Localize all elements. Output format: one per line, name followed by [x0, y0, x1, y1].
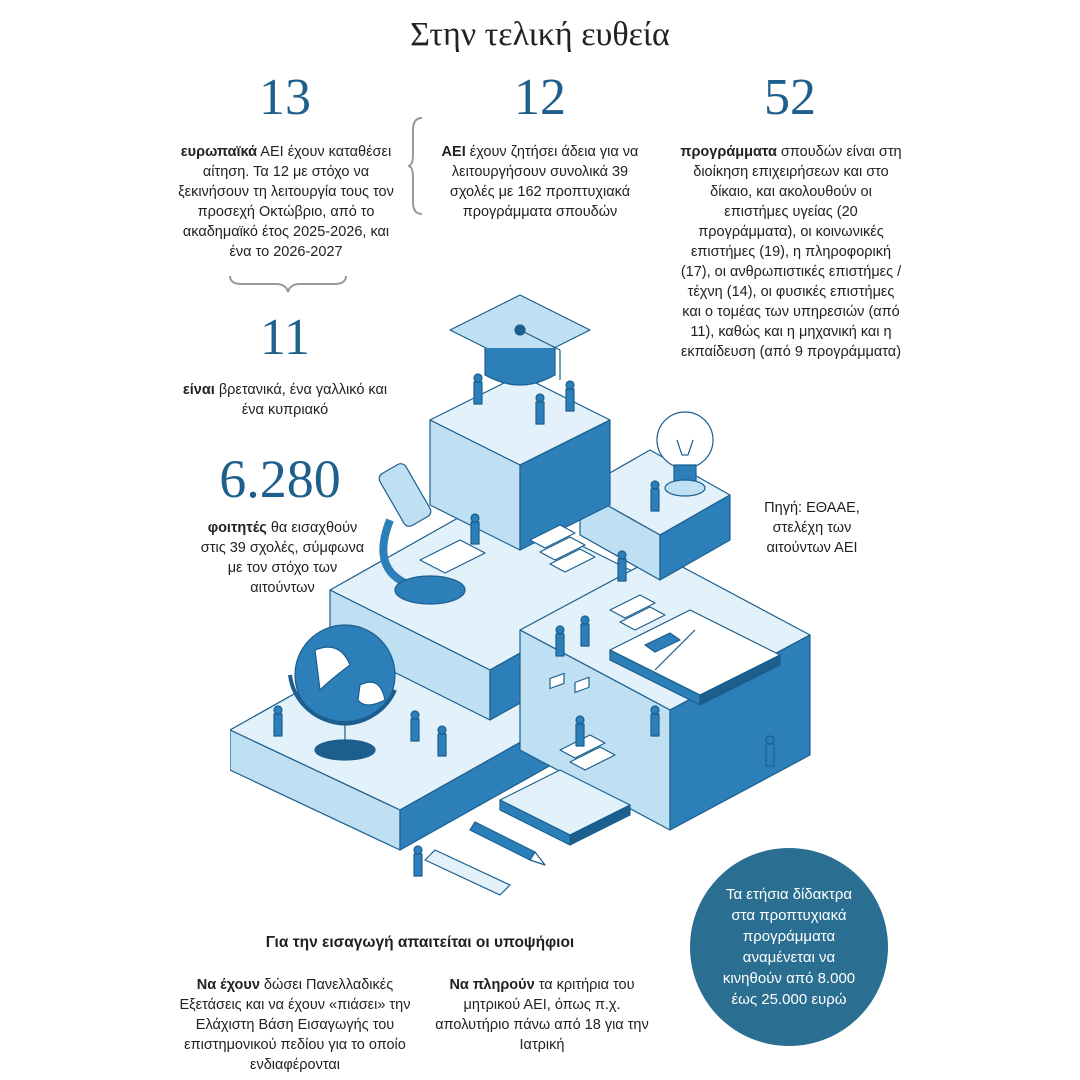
stat-52-bold: προγράμματα	[680, 144, 777, 160]
requirement-left	[170, 975, 420, 1075]
pencil	[470, 822, 545, 865]
stat-13-bold: ευρωπαϊκά	[180, 144, 258, 160]
stat-13-text	[170, 142, 402, 262]
education-illustration	[230, 290, 830, 910]
graduation-cap	[450, 295, 590, 385]
stat-52-number: 52	[764, 69, 816, 126]
requirement-left-body: δώσει Πανελλαδικές Εξετάσεις και να έχουν «πιάσει» την Ελάχιστη Βάση Εισαγωγής του επιστημονικού πεδίου για το οποίο ενδιαφέρονται	[179, 977, 411, 1073]
brace-vertical	[408, 116, 428, 216]
stat-6280-number: 6.280	[219, 449, 341, 509]
stat-13-body: ΑΕΙ έχουν καταθέσει αίτηση. Τα 12 με στόχο να ξεκινήσουν τη λειτουργία τους τον προσεχή Οκτώβριο, από το ακαδημαϊκό έτος 2025-2026, και ένα το 2026-2027	[178, 144, 394, 260]
stat-52-body: σπουδών είναι στη διοίκηση επιχειρήσεων και στο δίκαιο, και ακολουθούν οι επιστήμες υγείας (20 προγράμματα), οι κοινωνικές επιστήμες (19), η πληροφορική (17), οι ανθρωπιστικές επιστήμες / τέχνη (14), οι φυσικές επιστήμες και ο τομέας των υπηρεσιών (από 11), καθώς και η μηχανική και η εκπαίδευση (από 9 προγράμματα)	[680, 144, 902, 360]
requirement-right-body: τα κριτήρια του μητρικού ΑΕΙ, όπως π.χ. απολυτήριο πάνω από 18 για την Ιατρική	[435, 977, 649, 1053]
ruler	[425, 850, 510, 895]
stat-11-bold: είναι	[182, 382, 215, 398]
source-note: Πηγή: ΕΘΑΑΕ, στελέχη των αιτούντων ΑΕΙ	[764, 500, 860, 556]
requirement-left-bold: Να έχουν	[196, 977, 260, 993]
stat-6280-bold: φοιτητές	[207, 520, 267, 536]
stat-11-body: βρετανικά, ένα γαλλικό και ένα κυπριακό	[214, 382, 388, 418]
requirements-title: Για την εισαγωγή απαιτείται οι υποψήφιοι	[265, 934, 575, 951]
stat-12-body: έχουν ζητήσει άδεια για να λειτουργήσουν συνολικά 39 σχολές με 162 προπτυχιακά προγράμματα σπουδών	[449, 144, 639, 220]
page-title: Στην τελική ευθεία	[410, 16, 670, 53]
stat-6280-body: θα εισαχθούν στις 39 σχολές, σύμφωνα με τον στόχο των αιτούντων	[200, 520, 365, 596]
requirement-right-bold: Να πληρούν	[449, 977, 535, 993]
stat-12-bold: ΑΕΙ	[441, 144, 466, 160]
stat-11-number: 11	[259, 309, 311, 366]
stat-13-number: 13	[259, 69, 311, 126]
fees-circle	[690, 848, 888, 1046]
stat-12-number: 12	[514, 69, 566, 126]
stat-12-text	[440, 142, 640, 222]
requirement-right	[432, 975, 652, 1055]
fees-text: Τα ετήσια δίδακτρα στα προπτυχιακά προγράμματα αναμένεται να κινηθούν από 8.000 έως 25.000 ευρώ	[722, 886, 856, 1008]
